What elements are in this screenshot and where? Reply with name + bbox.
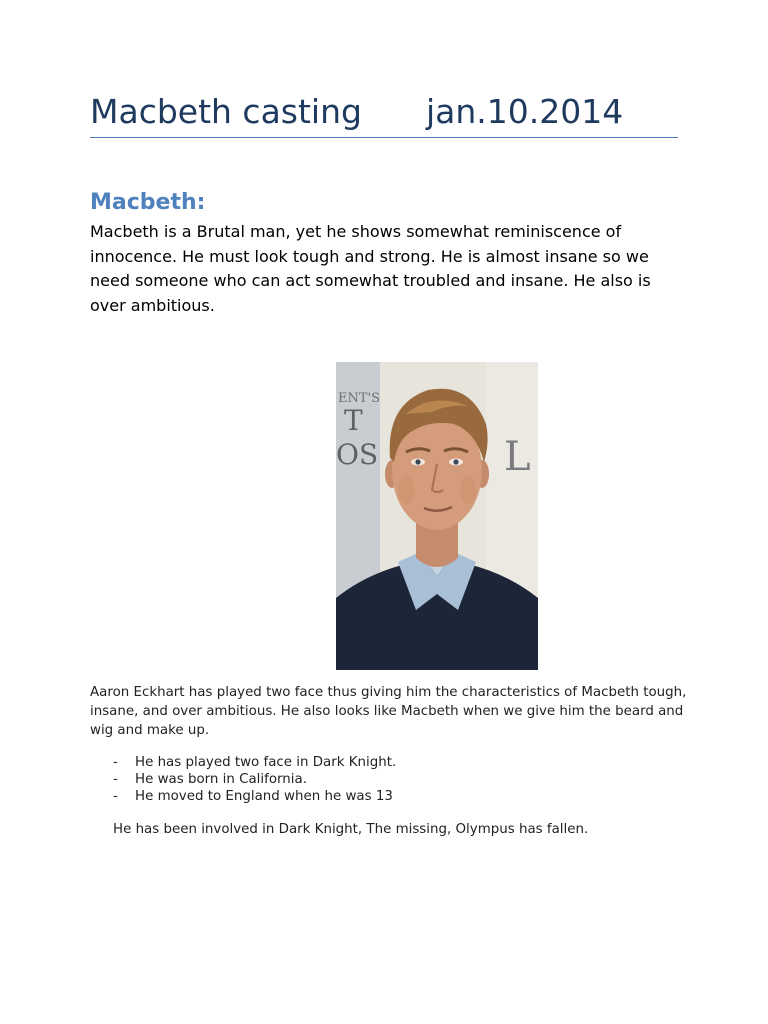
role-heading: Macbeth: (90, 190, 206, 215)
role-description: Macbeth is a Brutal man, yet he shows somewhat reminiscence of innocence. He must look tough and strong. He is almost insane so we need someone who can act somewhat troubled and insane. He also is over ambitious. (90, 222, 651, 315)
actor-facts-list (113, 754, 396, 805)
list-item: - He moved to England when he was 13 (113, 789, 393, 804)
backdrop-text: T (344, 404, 363, 437)
list-item: - He was born in California. (113, 772, 307, 787)
document-date: jan.10.2014 (426, 92, 624, 131)
actor-credits: He has been involved in Dark Knight, The missing, Olympus has fallen. (113, 822, 589, 837)
document-title-row (90, 92, 678, 132)
backdrop-text: OS (336, 438, 379, 471)
title-underline (90, 137, 678, 138)
actor-photo (336, 362, 538, 670)
backdrop-text: L (504, 434, 531, 480)
list-item: - He has played two face in Dark Knight. (113, 755, 397, 770)
backdrop-text: ENT'S (338, 391, 381, 406)
actor-summary: Aaron Eckhart has played two face thus giving him the characteristics of Macbeth tough, insane, and over ambitious. He also looks like Macbeth when we give him the beard and wig and make up. (90, 685, 687, 738)
document-title: Macbeth casting (90, 92, 362, 131)
